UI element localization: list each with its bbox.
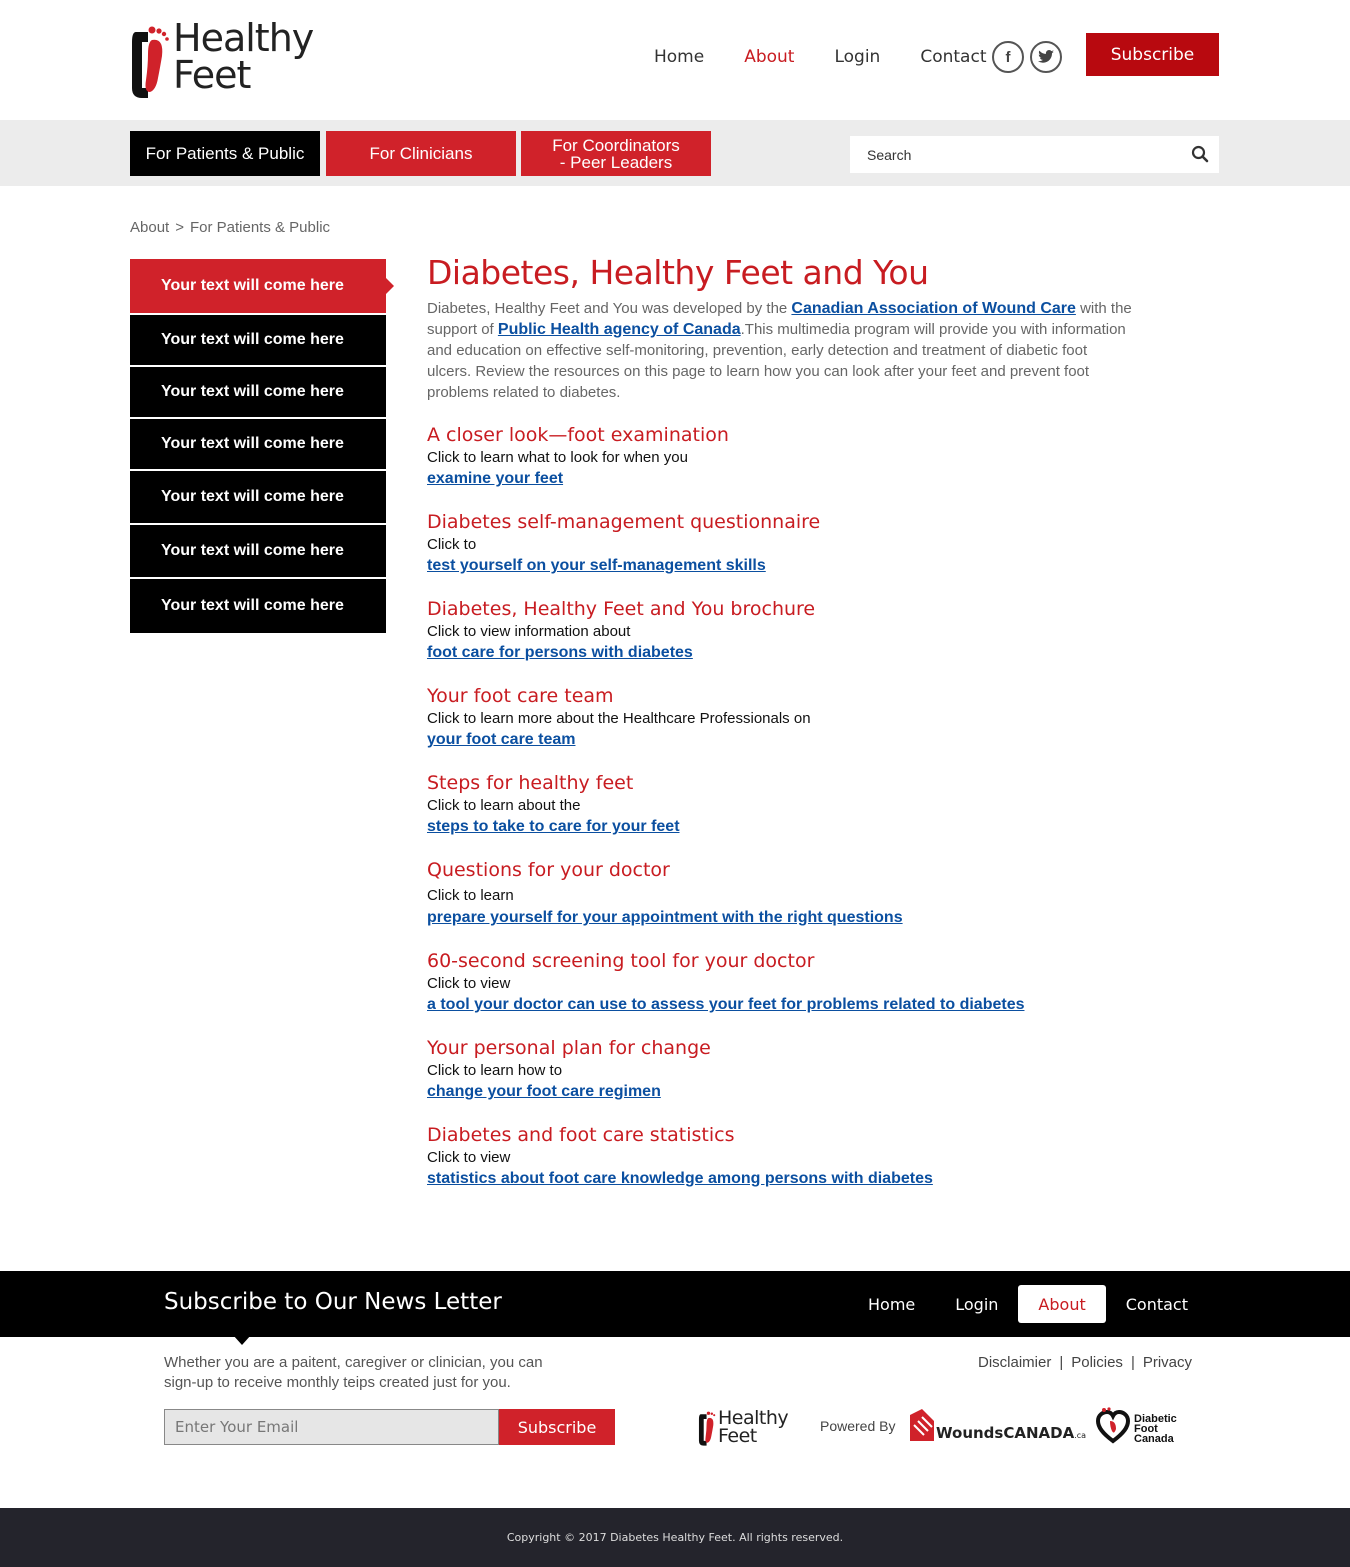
link-privacy[interactable]: Privacy <box>1142 1354 1193 1371</box>
section-text: Click to learn <box>427 887 514 904</box>
email-input[interactable] <box>164 1409 499 1445</box>
footer-nav-login[interactable]: Login <box>955 1294 999 1314</box>
link-divider: | <box>1059 1354 1064 1371</box>
section-text: Click to view <box>427 1149 511 1166</box>
powered-by-label: Powered By <box>820 1418 896 1434</box>
copyright-bar <box>0 1508 1350 1567</box>
footer-legal-links <box>978 1354 1192 1371</box>
social-links <box>992 41 1062 73</box>
logo-text-line1: Healthy <box>173 16 314 60</box>
partner-logos <box>698 1404 1188 1454</box>
tab-coordinators-line1: For Coordinators <box>552 135 680 155</box>
link-policies[interactable]: Policies <box>1071 1354 1123 1371</box>
wounds-canada-logo[interactable] <box>908 1407 1087 1449</box>
newsletter-title: Subscribe to Our News Letter <box>164 1289 502 1315</box>
heart-foot-icon <box>1096 1407 1130 1445</box>
copyright-text: Copyright © 2017 Diabetes Healthy Feet. All rights reserved. <box>506 1531 844 1544</box>
sidebar-menu <box>130 259 386 633</box>
resource-section <box>427 1123 1147 1190</box>
resource-section <box>427 597 1147 664</box>
resource-section <box>427 858 1147 929</box>
footer-nav-about[interactable]: About <box>1018 1285 1105 1323</box>
search-box <box>850 136 1219 173</box>
sidebar-item-5[interactable]: Your text will come here <box>130 471 386 525</box>
resource-section <box>427 949 1147 1016</box>
sidebar-item-1[interactable]: Your text will come here <box>130 259 386 315</box>
subscribe-button[interactable]: Subscribe <box>1086 33 1219 76</box>
section-heading: Your personal plan for change <box>427 1037 711 1059</box>
section-link[interactable]: test yourself on your self-management skills <box>427 557 766 574</box>
newsletter-form <box>164 1409 615 1445</box>
section-text: Click to view information about <box>427 623 631 640</box>
dfc-line3: Canada <box>1134 1433 1174 1445</box>
section-text: Click to learn more about the Healthcare Professionals on <box>427 710 811 727</box>
footer-healthy-feet-logo[interactable] <box>698 1408 793 1448</box>
section-text: Click to learn what to look for when you <box>427 449 688 466</box>
dfc-line2: Foot <box>1134 1423 1158 1435</box>
intro-text-3: .This multimedia program will provide you with information and education on effective self-monitoring, prevention, early detection and treatment of diabetic foot ulcers. Review the resources on this page to learn how you can look after your feet and prevent foot problems related to diabetes. <box>427 321 1126 401</box>
section-link[interactable]: a tool your doctor can use to assess your feet for problems related to diabetes <box>427 996 1025 1013</box>
breadcrumb-current: For Patients & Public <box>189 219 331 236</box>
top-nav <box>654 47 1026 67</box>
section-heading: 60-second screening tool for your doctor <box>427 950 815 972</box>
section-heading: A closer look—foot examination <box>427 424 729 446</box>
nav-contact[interactable]: Contact <box>920 47 987 67</box>
facebook-icon[interactable]: f <box>992 41 1024 73</box>
wounds-canada-icon <box>908 1407 936 1445</box>
section-heading: Diabetes and foot care statistics <box>427 1124 735 1146</box>
section-link[interactable]: examine your feet <box>427 470 564 487</box>
resource-section <box>427 771 1147 838</box>
section-heading: Steps for healthy feet <box>427 772 634 794</box>
wounds-canada-text <box>936 1424 1086 1442</box>
logo-text <box>173 16 314 97</box>
section-link[interactable]: steps to take to care for your feet <box>427 818 680 835</box>
sidebar-item-6[interactable]: Your text will come here <box>130 525 386 579</box>
section-text: Click to learn how to <box>427 1062 563 1079</box>
breadcrumb-about[interactable]: About <box>130 219 170 236</box>
foot-logo-icon <box>130 22 172 100</box>
page-title: Diabetes, Healthy Feet and You <box>427 253 929 292</box>
footer-nav-contact[interactable]: Contact <box>1125 1294 1188 1314</box>
foot-logo-icon <box>698 1409 718 1447</box>
tab-clinicians[interactable]: For Clinicians <box>326 131 516 176</box>
twitter-icon[interactable] <box>1030 41 1062 73</box>
section-heading: Questions for your doctor <box>427 859 670 881</box>
section-heading: Diabetes self-management questionnaire <box>427 511 821 533</box>
tab-patients-public[interactable]: For Patients & Public <box>130 131 320 176</box>
search-input[interactable] <box>850 136 1170 173</box>
sidebar-item-3[interactable]: Your text will come here <box>130 367 386 419</box>
section-text: Click to <box>427 536 477 553</box>
logo-text-line2: Feet <box>173 53 251 97</box>
wounds-canada-wordmark: WoundsCANADA <box>936 1424 1075 1442</box>
site-header <box>0 0 1350 120</box>
section-link[interactable]: foot care for persons with diabetes <box>427 644 693 661</box>
main-content <box>427 254 1147 1190</box>
dfc-line1: Diabetic <box>1134 1413 1177 1425</box>
diabetic-foot-canada-logo[interactable] <box>1096 1407 1186 1449</box>
section-heading: Diabetes, Healthy Feet and You brochure <box>427 598 816 620</box>
sidebar-item-7[interactable]: Your text will come here <box>130 579 386 633</box>
tab-coordinators-line2: - Peer Leaders <box>559 152 673 172</box>
intro-text-2: with the support of <box>427 300 1132 338</box>
intro-paragraph <box>427 298 1132 403</box>
intro-text-1: Diabetes, Healthy Feet and You was developed by the <box>427 300 792 317</box>
diabetic-foot-canada-text <box>1134 1414 1177 1444</box>
footer-bar <box>0 1271 1350 1337</box>
nav-about[interactable]: About <box>744 47 795 67</box>
resource-section <box>427 423 1147 490</box>
section-link[interactable]: change your foot care regimen <box>427 1083 661 1100</box>
sidebar-item-2[interactable]: Your text will come here <box>130 315 386 367</box>
breadcrumb <box>130 219 330 236</box>
sidebar-item-4[interactable]: Your text will come here <box>130 419 386 471</box>
search-icon[interactable] <box>1191 145 1209 163</box>
footer-nav <box>848 1285 1208 1323</box>
newsletter-notch <box>233 1335 251 1345</box>
newsletter-description: Whether you are a paitent, caregiver or clinician, you can sign-up to receive monthly teips created just for you. <box>164 1354 543 1391</box>
newsletter-subscribe-button[interactable]: Subscribe <box>499 1409 615 1445</box>
healthy-feet-logo[interactable] <box>130 16 330 100</box>
link-public-health-agency[interactable]: Public Health agency of Canada <box>497 321 741 338</box>
link-canadian-association-wound-care[interactable]: Canadian Association of Wound Care <box>791 300 1076 317</box>
section-link[interactable]: statistics about foot care knowledge among persons with diabetes <box>427 1170 933 1187</box>
nav-login[interactable]: Login <box>834 47 881 67</box>
resource-section <box>427 1036 1147 1103</box>
breadcrumb-separator: > <box>175 219 184 236</box>
link-disclaimer[interactable]: Disclaimier <box>978 1354 1052 1371</box>
footer-nav-home[interactable]: Home <box>868 1294 916 1314</box>
link-divider: | <box>1130 1354 1135 1371</box>
footer-logo-text: Healthy Feet <box>718 1407 789 1447</box>
resource-section <box>427 510 1147 577</box>
section-link[interactable]: prepare yourself for your appointment with the right questions <box>427 909 903 926</box>
tab-coordinators-peer-leaders[interactable] <box>521 131 711 176</box>
section-heading: Your foot care team <box>427 685 614 707</box>
nav-home[interactable]: Home <box>654 47 705 67</box>
section-text: Click to learn about the <box>427 797 581 814</box>
section-text: Click to view <box>427 975 511 992</box>
audience-tab-bar <box>0 120 1350 186</box>
wounds-canada-suffix: .ca <box>1074 1431 1087 1440</box>
section-link[interactable]: your foot care team <box>427 731 576 748</box>
resource-section <box>427 684 1147 751</box>
